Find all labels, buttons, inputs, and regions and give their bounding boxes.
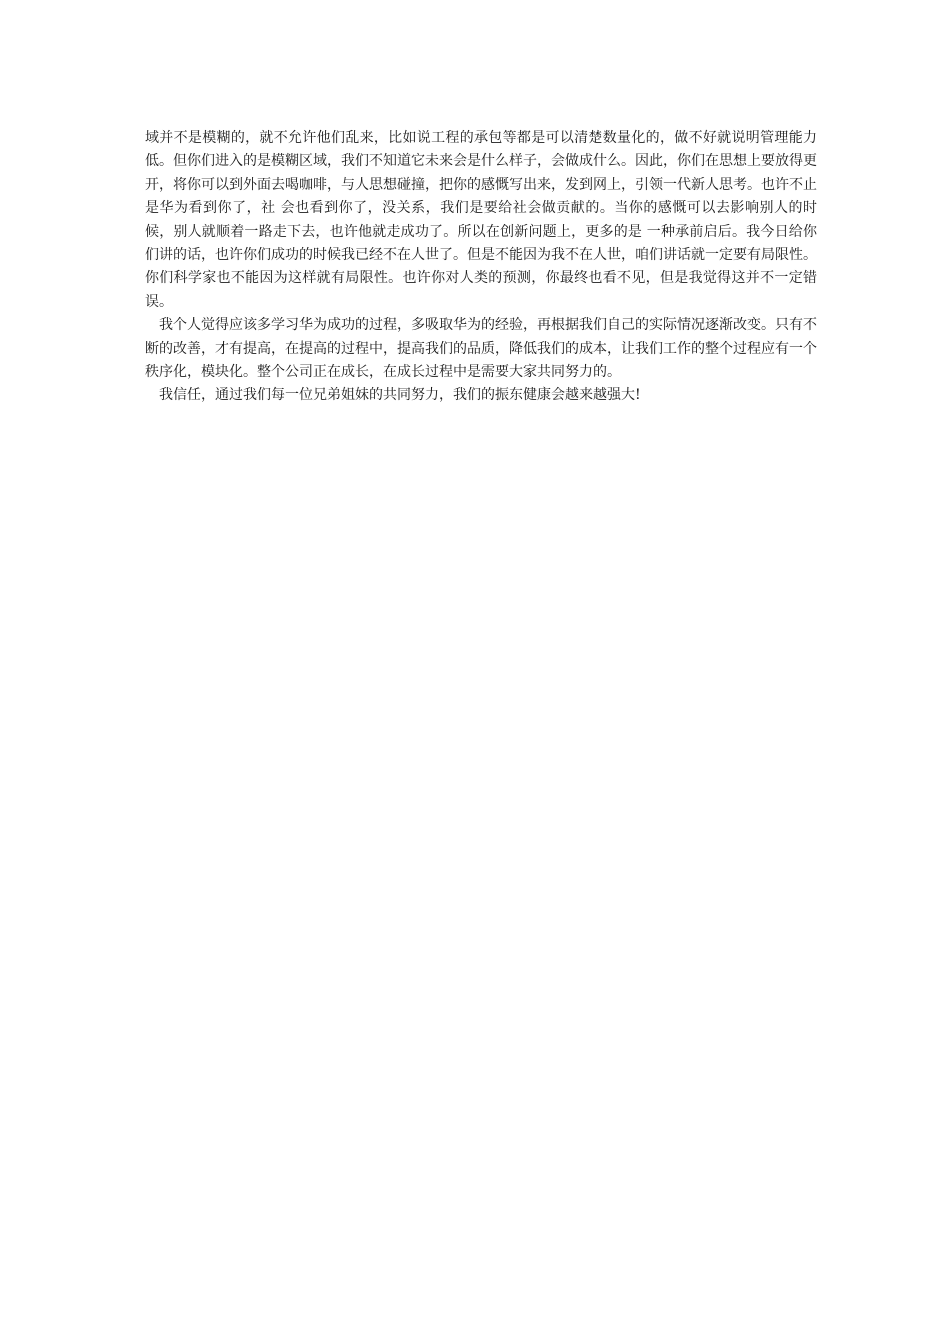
document-body [145, 127, 817, 408]
paragraph-2: 我个人觉得应该多学习华为成功的过程，多吸取华为的经验，再根据我们自己的实际情况逐渐改变。只有不断的改善，才有提高，在提高的过程中，提高我们的品质，降低我们的成本，让我们工作的整个过程应有一个秩序化，模块化。整个公司正在成长，在成长过程中是需要大家共同努力的。 [145, 317, 817, 381]
paragraph-1: 域并不是模糊的，就不允许他们乱来，比如说工程的承包等都是可以清楚数量化的，做不好就说明管理能力低。但你们进入的是模糊区域，我们不知道它未来会是什么样子，会做成什么。因此，你们在思想上要放得更开，将你可以到外面去喝咖啡，与人思想碰撞，把你的感慨写出来，发到网上，引领一代新人思考。也许不止是华为看到你了，社 会也看到你了，没关系，我们是要给社会做贡献的。当你的感慨可以去影响别人的时候，别人就顺着一路走下去，也许他就走成功了。所以在创新问题上，更多的是 一种承前启后。我今日给你们讲的话，也许你们成功的时候我已经不在人世了。但是不能因为我不在人世，咱们讲话就一定要有局限性。你们科学家也不能因为这样就有局限性。也许你对人类的预测，你最终也看不见，但是我觉得这并不一定错误。 [145, 130, 817, 310]
paragraph-3: 我信任，通过我们每一位兄弟姐妹的共同努力，我们的振东健康会越来越强大! [159, 387, 641, 404]
